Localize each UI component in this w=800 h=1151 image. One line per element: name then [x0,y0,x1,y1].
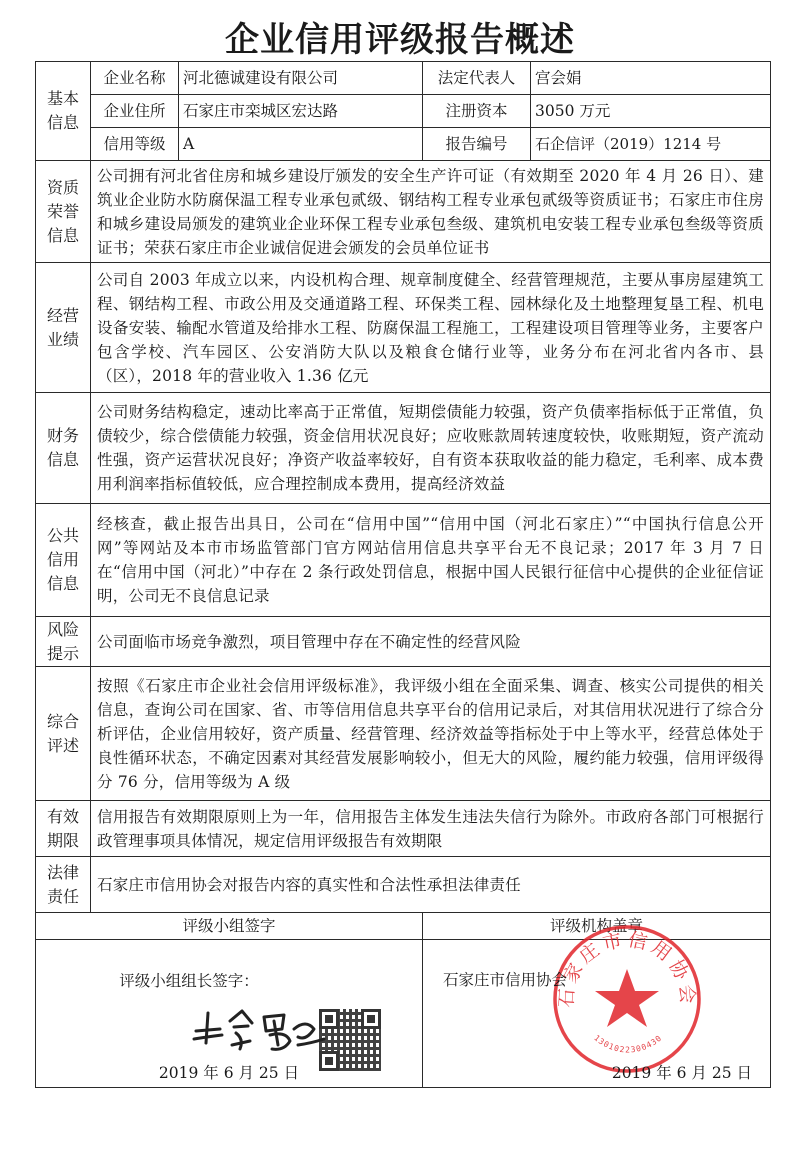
validity-text: 信用报告有效期限原则上为一年，信用报告主体发生违法失信行为除外。市政府各部门可根据行政管理事项具体情况，规定信用评级报告有效期限 [91,801,771,857]
leader-sign-label: 评级小组组长签字： [119,972,259,990]
section-label-public-credit: 公共 信用 信息 [36,504,91,617]
qualification-text: 公司拥有河北省住房和城乡建设厅颁发的安全生产许可证（有效期至 2020 年 4 月 26 日）、建筑业企业防水防腐保温工程专业承包贰级、钢结构工程专业承包贰级等资质证书；石家庄市住房和城乡建设局颁发的建筑业企业环保工程专业承包叁级、建筑机电安装工程专业承包叁级等资质证书；荣获石家庄市企业诚信促进会颁发的会员单位证书 [91,161,771,263]
capital-label: 注册资本 [423,95,531,128]
summary-text: 按照《石家庄市企业社会信用评级标准》，我评级小组在全面采集、调查、核实公司提供的相关信息，查询公司在国家、省、市等信用信息共享平台的信用记录后，对其信用状况进行了综合分析评估，企业信用较好，资产质量、经营管理、经济效益等指标处于中上等水平，经营总体处于良性循环状态，不确定因素对其经营发展影响较小，但无大的风险，履约能力较强，信用评级得分 76 分，信用等级为 A 级 [91,667,771,801]
address-label: 企业住所 [91,95,179,128]
report-title: 企业信用评级报告概述 [225,20,575,60]
svg-text:1301022300430 [592,1033,664,1054]
report-table [35,61,771,1088]
legal-text: 石家庄市信用协会对报告内容的真实性和合法性承担法律责任 [91,857,771,913]
section-label-performance: 经营 业绩 [36,263,91,393]
report-no-value: 石企信评（2019）1214 号 [531,128,771,161]
seal-text: 石家庄市信用协会 [555,928,699,1009]
org-name: 石家庄市信用协会 [443,971,568,989]
sign-group-header: 评级小组签字 [36,913,422,940]
section-label-basic: 基本 信息 [36,62,91,161]
seal-header: 评级机构盖章 [423,913,770,940]
grade-value: A [179,128,423,161]
company-name-label: 企业名称 [91,62,179,95]
report-no-label: 报告编号 [423,128,531,161]
qr-code [319,1009,381,1071]
section-label-qualification: 资质 荣誉 信息 [36,161,91,263]
signature-panel-right [423,913,771,1088]
section-label-validity: 有效 期限 [36,801,91,857]
address-value: 石家庄市栾城区宏达路 [179,95,423,128]
risk-text: 公司面临市场竞争激烈，项目管理中存在不确定性的经营风险 [91,617,771,667]
section-label-summary: 综合 评述 [36,667,91,801]
left-sign-date: 2019 年 6 月 25 日 [158,1064,300,1082]
legal-rep-value: 宫会娟 [531,62,771,95]
section-label-legal: 法律 责任 [36,857,91,913]
official-seal [547,919,707,1079]
section-label-risk: 风险 提示 [36,617,91,667]
company-name-value: 河北德诚建设有限公司 [179,62,423,95]
grade-label: 信用等级 [91,128,179,161]
section-label-finance: 财务 信息 [36,393,91,504]
legal-rep-label: 法定代表人 [423,62,531,95]
finance-text: 公司财务结构稳定，速动比率高于正常值，短期偿债能力较强，资产负债率指标低于正常值，负债较少，综合偿债能力较强，资金信用状况良好；应收账款周转速度较快，收账期短，资产流动性强，资产运营状况良好；净资产收益率较好，自有资本获取收益的能力稳定，毛利率、成本费用利润率指标值较低，应合理控制成本费用，提高经济效益 [91,393,771,504]
public-credit-text: 经核查，截止报告出具日，公司在“信用中国”“信用中国（河北石家庄）”“中国执行信息公开网”等网站及本市市场监管部门官方网站信用信息共享平台无不良记录；2017 年 3 月 7 日在“信用中国（河北）”中存在 2 条行政处罚信息，根据中国人民银行征信中心提供的企业征信证明，公司无不良信息记录 [91,504,771,617]
right-sign-date: 2019 年 6 月 25 日 [611,1064,752,1082]
seal-number: 1301022300430 [592,1033,664,1055]
capital-value: 3050 万元 [531,95,771,128]
handwritten-signature [186,999,336,1059]
performance-text: 公司自 2003 年成立以来，内设机构合理、规章制度健全、经营管理规范，主要从事房屋建筑工程、钢结构工程、市政公用及交通道路工程、环保类工程、园林绿化及土地整理复垦工程、机电设备安装、输配水管道及给排水工程、防腐保温工程施工，工程建设项目管理等业务，主要客户包含学校、汽车园区、公安消防大队以及粮食仓储行业等，业务分布在河北省内各市、县（区），2018 年的营业收入 1.36 亿元 [91,263,771,393]
